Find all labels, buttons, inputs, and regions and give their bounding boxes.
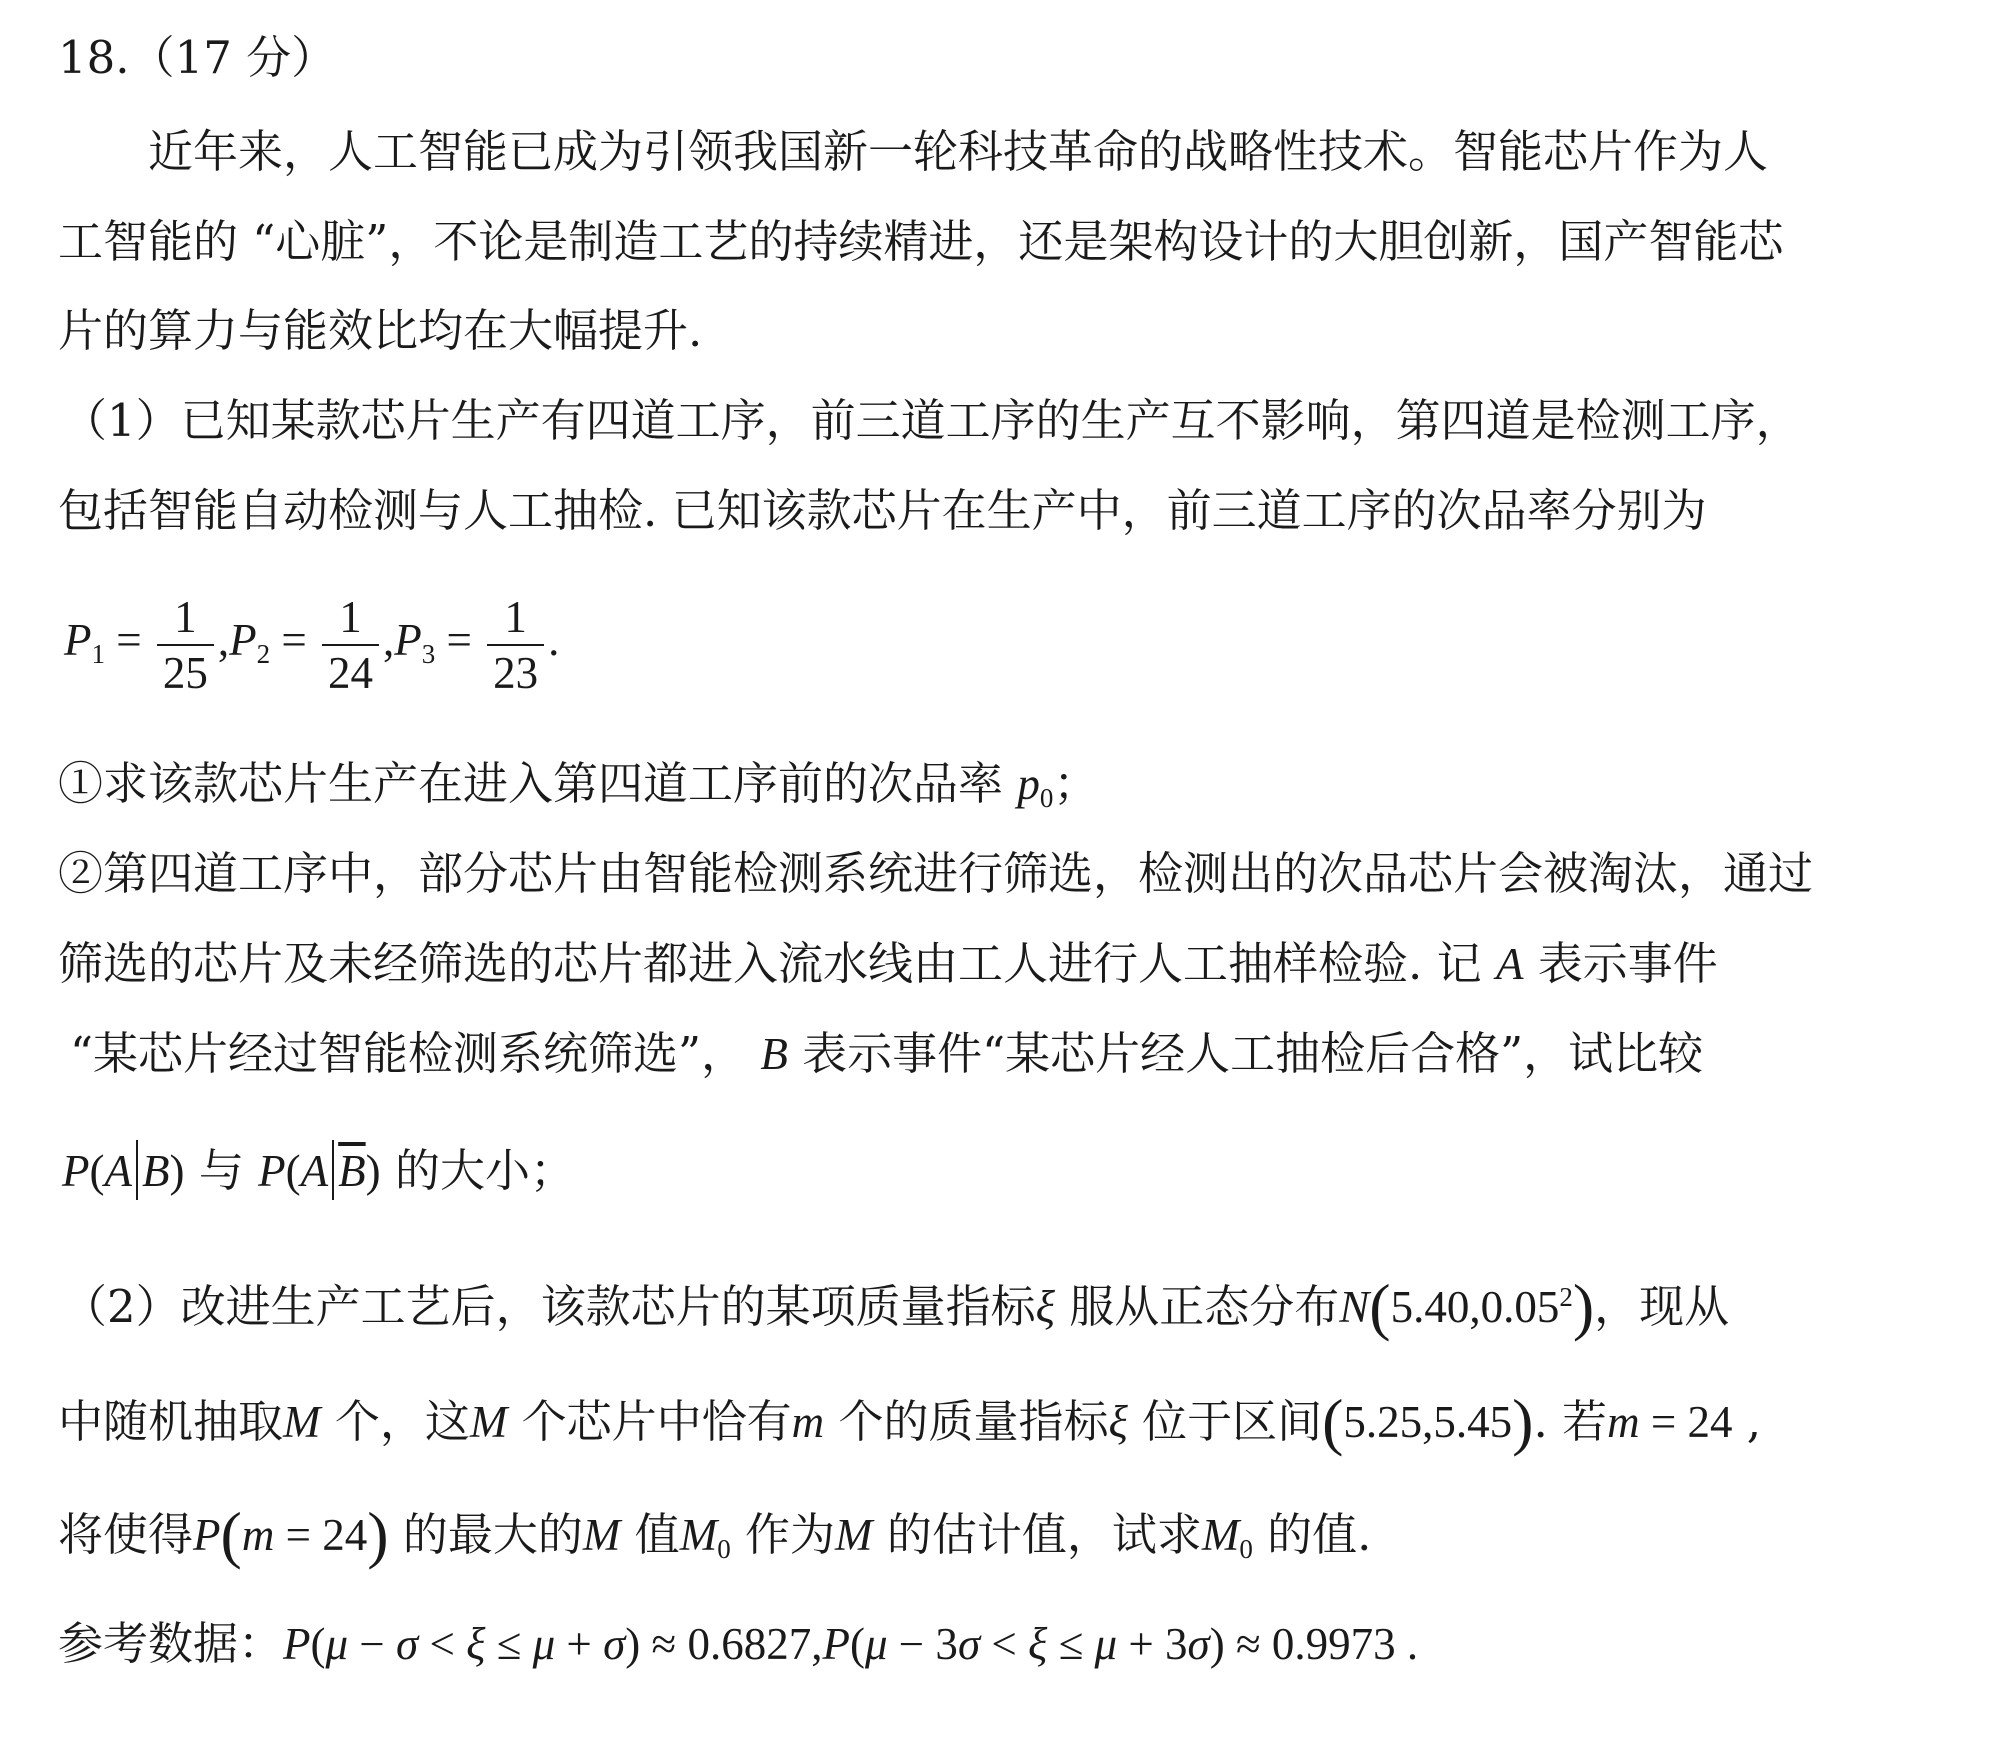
defect-rates-formula: $P_1$ = $\frac{1}{25}$ $,P_2$ = $\frac{1}{24}$ $,P_3$ = $\frac{1}{23}$ . — [64, 591, 560, 698]
fraction-p3: $\frac{1}{23}$ — [487, 590, 544, 700]
part2-line-2: 中随机抽取M 个，这M 个芯片中恰有m 个的质量指标ξ 位于区间(5.25,5.45). 若m = 24 , — [58, 1386, 1762, 1457]
problem-number: 18.（17 分） — [58, 31, 337, 84]
part1-line-2: 包括智能自动检测与人工抽检. 已知该款芯片在生产中，前三道工序的次品率分别为 — [58, 484, 1707, 537]
question-2-line-1: ②第四道工序中，部分芯片由智能检测系统进行筛选，检测出的次品芯片会被淘汰，通过 — [58, 847, 1814, 900]
question-2-line-3: “某芯片经过智能检测系统筛选”， B 表示事件“某芯片经人工抽检后合格”，试比较 — [70, 1027, 1704, 1080]
question-1: ①求该款芯片生产在进入第四道工序前的次品率 $p_0$； — [58, 757, 1099, 814]
question-2-line-4: P(A B) 与 P(A $\overline{B}$) 的大小； — [62, 1140, 575, 1201]
intro-line-1: 近年来，人工智能已成为引领我国新一轮科技革命的战略性技术。智能芯片作为人 — [148, 125, 1769, 178]
intro-line-3: 片的算力与能效比均在大幅提升. — [58, 304, 703, 357]
part2-line-3: 将使得P(m = 24) 的最大的M 值$M_0$ 作为M 的估计值，试求$M_0$ 的值. — [58, 1499, 1372, 1570]
question-2-line-2: 筛选的芯片及未经筛选的芯片都进入流水线由工人进行人工抽样检验. 记 A 表示事件 — [58, 937, 1718, 990]
intro-line-2: 工智能的 “心脏”，不论是制造工艺的持续精进，还是架构设计的大胆创新，国产智能芯 — [58, 215, 1784, 268]
part1-line-1: （1）已知某款芯片生产有四道工序，前三道工序的生产互不影响，第四道是检测工序， — [62, 394, 1801, 447]
fraction-p1: $\frac{1}{25}$ — [157, 590, 214, 700]
reference-data: 参考数据：P(μ − σ < ξ ≤ μ + σ) ≈ 0.6827,P(μ − 3σ < ξ ≤ μ + 3σ) ≈ 0.9973 . — [58, 1617, 1419, 1670]
part2-line-1: （2）改进生产工艺后，该款芯片的某项质量指标ξ 服从正态分布N(5.40,0.05$^2$)，现从 — [62, 1271, 1730, 1343]
problem-header — [58, 28, 336, 88]
fraction-p2: $\frac{1}{24}$ — [322, 590, 379, 700]
